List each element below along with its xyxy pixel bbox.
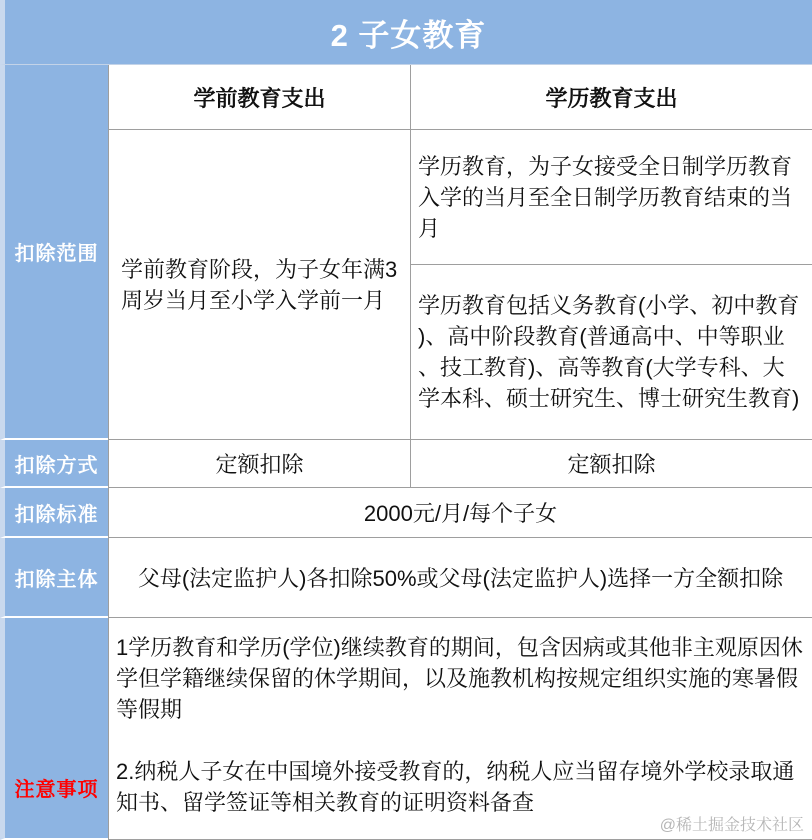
scope-academic-period-text: 学历教育，为子女接受全日制学历教育入学的当月至全日制学历教育结束的当月 <box>418 153 793 241</box>
note-item-1: 1学历教育和学历(学位)继续教育的期间，包含因病或其他非主观原因休学但学籍继续保留的休学期间，以及施教机构按规定组织实施的寒暑假等假期 <box>116 635 803 722</box>
row-label-standard: 扣除标准 <box>0 488 108 538</box>
row-label-subject: 扣除主体 <box>0 538 108 618</box>
watermark-text: @稀土掘金技术社区 <box>659 817 804 834</box>
method-academic-value: 定额扣除 <box>410 440 812 488</box>
standard-value: 2000元/月/每个子女 <box>108 488 812 538</box>
method-preschool-value: 定额扣除 <box>108 440 410 488</box>
row-label-scope: 扣除范围 <box>0 65 108 440</box>
notes-cell <box>108 618 812 840</box>
subject-value: 父母(法定监护人)各扣除50%或父母(法定监护人)选择一方全额扣除 <box>108 538 812 618</box>
column-header-preschool: 学前教育支出 <box>108 65 410 130</box>
scope-academic-period-cell <box>410 130 812 265</box>
table-title: 2 子女教育 <box>0 0 812 65</box>
scope-academic-types-text: 学历教育包括义务教育(小学、初中教育)、高中阶段教育(普通高中、中等职业、技工教育)、高等教育(大学专科、大学本科、硕士研究生、博士研究生教育) <box>418 293 800 411</box>
scope-preschool-cell <box>108 130 410 440</box>
scope-preschool-text: 学前教育阶段，为子女年满3周岁当月至小学入学前一月 <box>121 256 398 313</box>
scope-academic-types-cell <box>410 265 812 440</box>
row-label-notes: 注意事项 <box>0 618 108 840</box>
note-item-2: 2.纳税人子女在中国境外接受教育的，纳税人应当留存境外学校录取通知书、留学签证等相关教育的证明资料备查 <box>116 759 795 815</box>
column-header-academic: 学历教育支出 <box>410 65 812 130</box>
row-label-method: 扣除方式 <box>0 440 108 488</box>
